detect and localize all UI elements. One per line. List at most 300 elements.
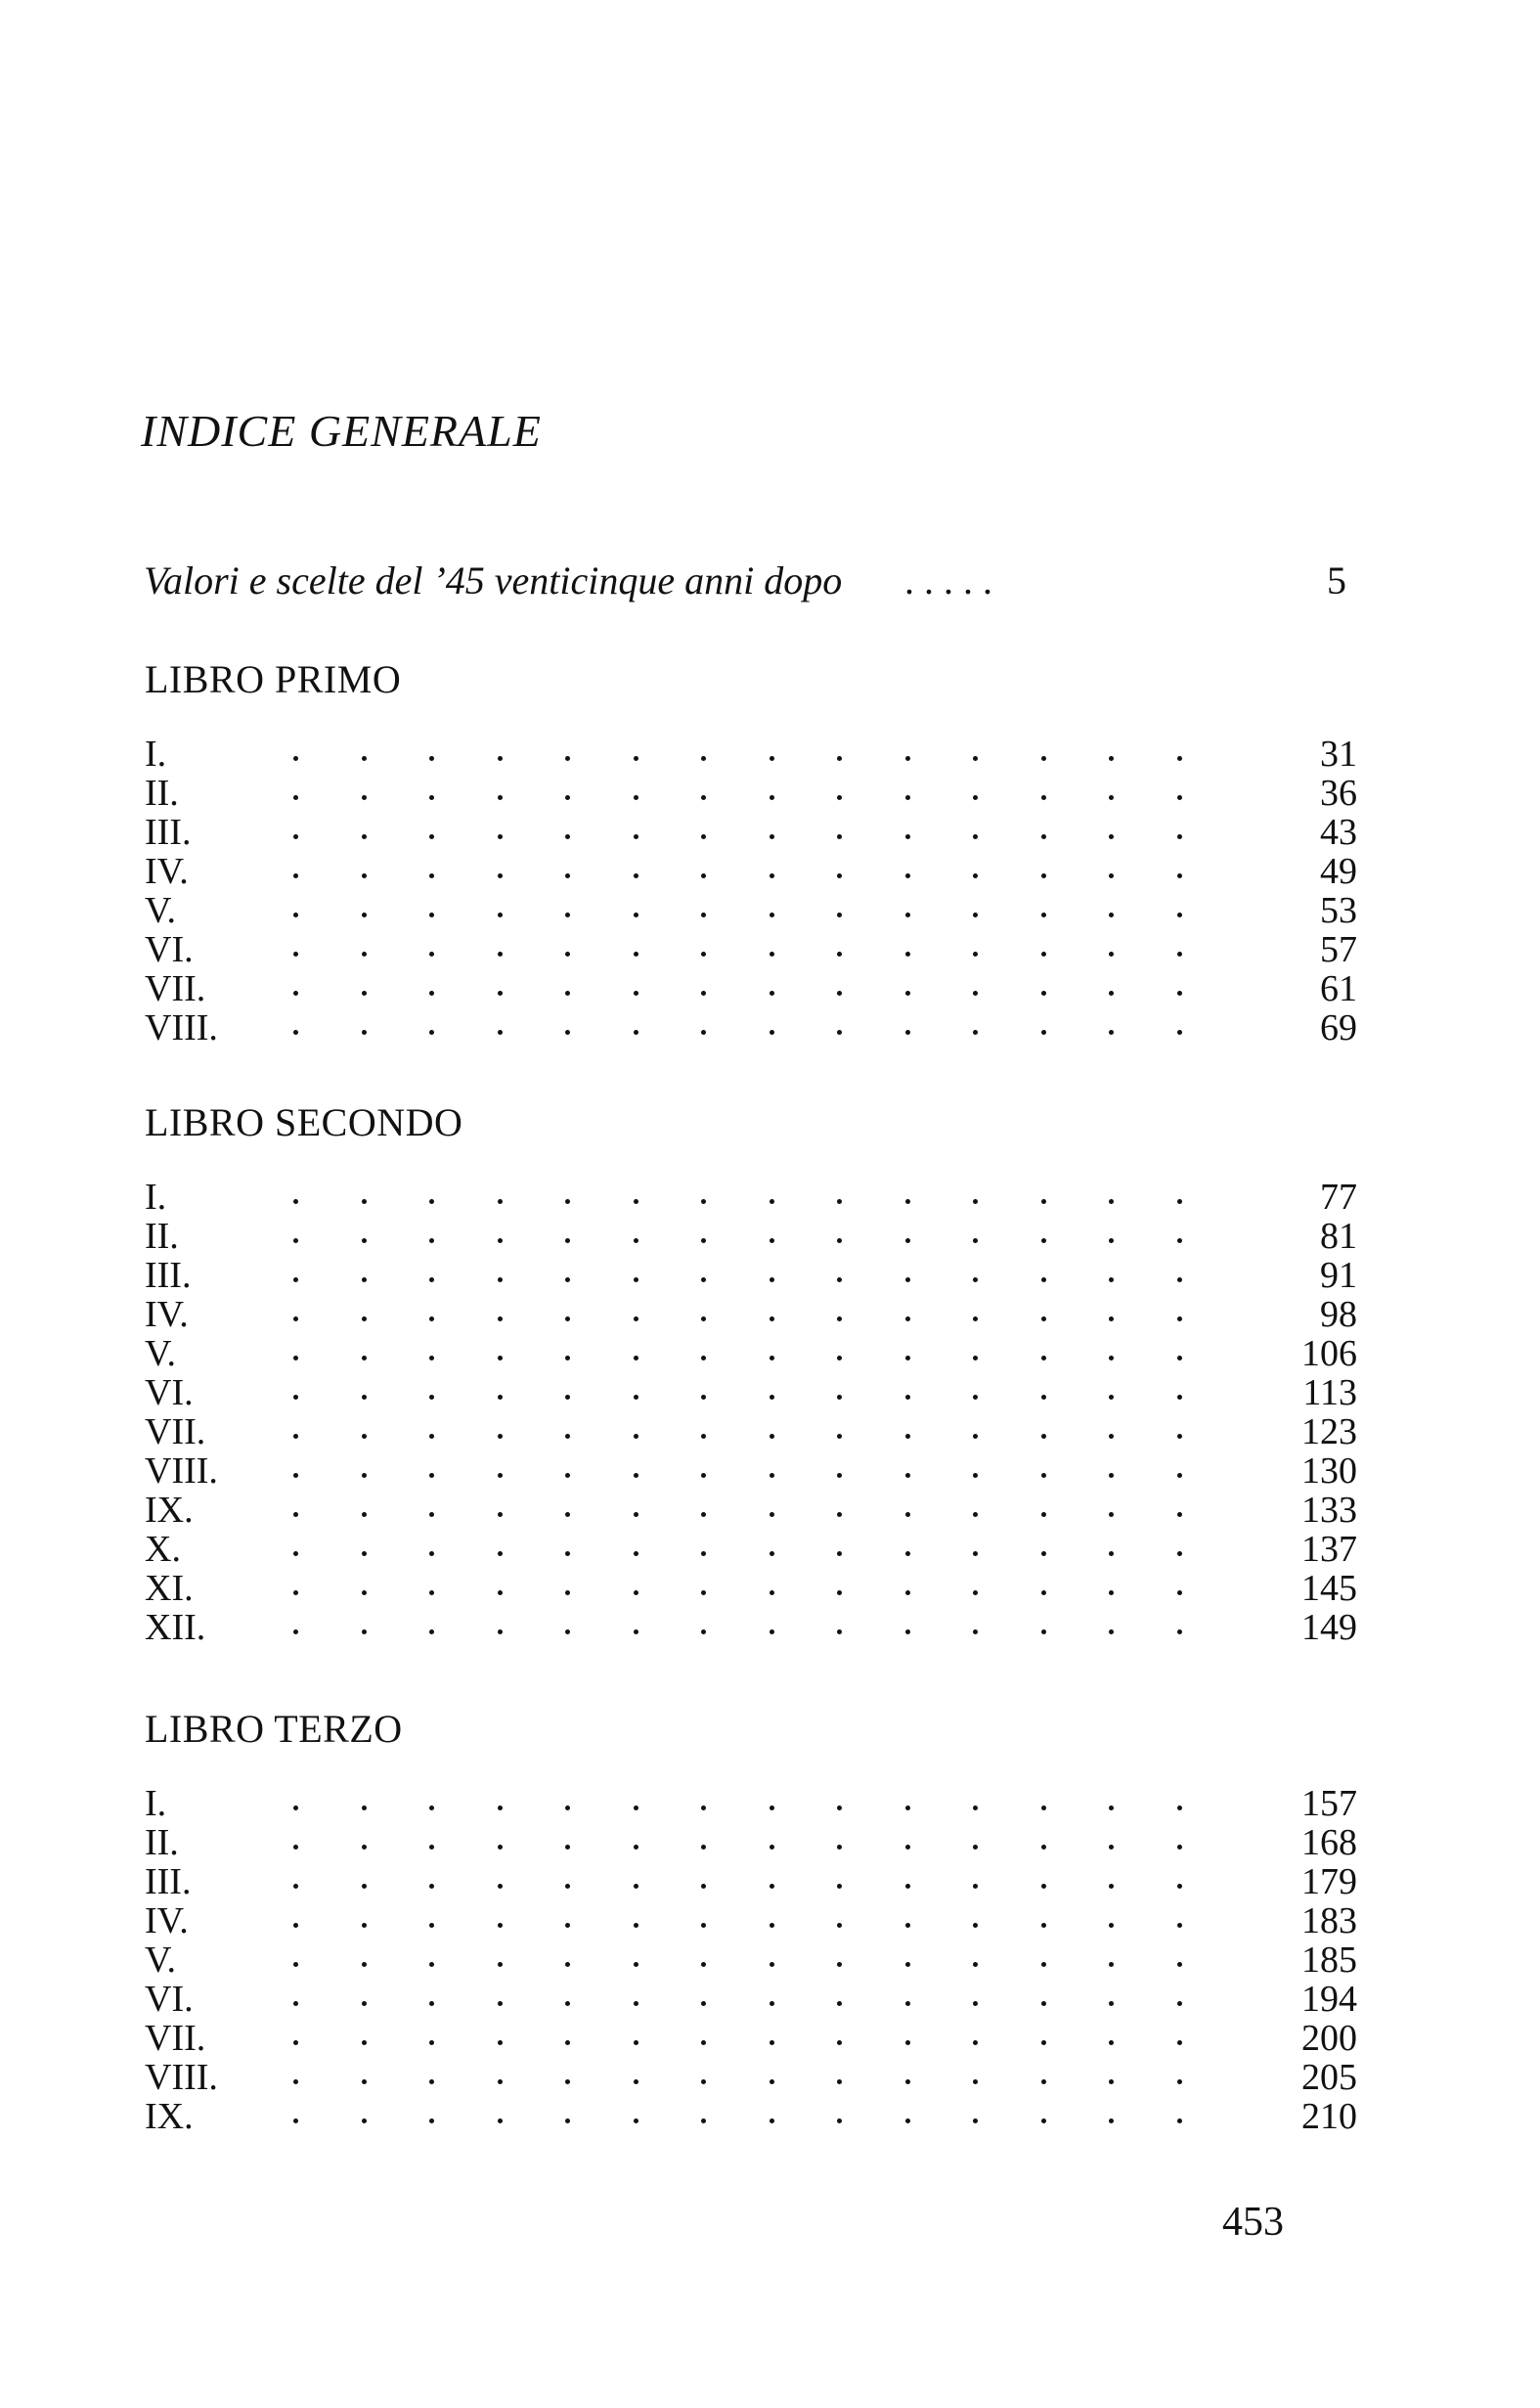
leader-dot [973,1923,978,1928]
leader-dot [905,1473,910,1478]
leader-dot [770,2001,774,2006]
leader-dot [498,2001,503,2006]
leader-dot [1109,1923,1114,1928]
leader-dot [429,1199,434,1204]
leader-dot [1109,873,1114,878]
leader-dot [565,1238,570,1243]
chapter-number: V. [145,890,177,931]
chapter-entry [145,1862,1357,1901]
leader-dot [1109,2040,1114,2045]
leader-dot [1177,1806,1182,1810]
leader-dot [837,1395,842,1400]
chapter-page: 36 [1320,773,1357,814]
chapter-entry [145,1784,1357,1823]
leader-dot [905,1590,910,1595]
leader-dot [1041,1629,1046,1634]
leader-dot [634,2040,638,2045]
leader-dot [634,834,638,839]
leader-dot [905,1923,910,1928]
leader-dot [1041,795,1046,800]
chapter-list [145,1178,1357,1647]
leader-dot [701,2040,706,2045]
chapter-page: 57 [1320,929,1357,970]
chapter-number: VI. [145,1372,194,1413]
leader-dot [634,1884,638,1889]
leader-dot [293,1316,298,1321]
leader-dot [905,1316,910,1321]
leader-dot [905,2040,910,2045]
leader-dot [293,795,298,800]
leader-dot [770,2040,774,2045]
leader-dot [498,2118,503,2123]
chapter-page: 98 [1320,1294,1357,1335]
leader-dot [565,2118,570,2123]
leader-dot [1041,1395,1046,1400]
leader-dot [905,2079,910,2084]
page-title: INDICE GENERALE [141,406,542,456]
book-title: LIBRO SECONDO [145,1100,463,1144]
leader-dot [1177,2118,1182,2123]
leader-dot [837,873,842,878]
chapter-number: IX. [145,1490,194,1531]
chapter-entry [145,1373,1357,1412]
leader-dot [837,1030,842,1035]
leader-dot [1041,1434,1046,1439]
leader-dot [429,1030,434,1035]
leader-dot [837,1806,842,1810]
leader-dot [905,1434,910,1439]
leader-dot [362,1434,367,1439]
leader-dot [1177,1277,1182,1282]
dot-leader [293,2019,1349,2058]
leader-dot [565,1590,570,1595]
chapter-page: 145 [1301,1568,1357,1609]
dot-leader [293,1940,1349,1980]
leader-dot [362,1806,367,1810]
leader-dot [1177,873,1182,878]
chapter-entry [145,1256,1357,1295]
leader-dot [770,1845,774,1850]
chapter-number: XI. [145,1568,194,1609]
chapter-entry [145,1530,1357,1569]
leader-dot [1177,952,1182,957]
leader-dot [634,2079,638,2084]
leader-dot [905,1395,910,1400]
leader-dot [565,1316,570,1321]
chapter-entry [145,2097,1357,2136]
chapter-number: VI. [145,929,194,970]
chapter-page: 205 [1301,2057,1357,2098]
leader-dot [905,991,910,996]
chapter-number: IV. [145,1900,189,1941]
leader-dot [1109,1356,1114,1360]
leader-dot [1109,1845,1114,1850]
leader-dot [362,795,367,800]
chapter-entry [145,930,1357,969]
chapter-entry [145,1295,1357,1334]
leader-dot [1041,1884,1046,1889]
leader-dot [973,1806,978,1810]
leader-dot [293,1551,298,1556]
chapter-number: V. [145,1333,177,1374]
leader-dot [770,756,774,761]
leader-dot [1177,1238,1182,1243]
dot-leader [293,1823,1349,1862]
leader-dot [701,1434,706,1439]
leader-dot [293,1238,298,1243]
leader-dot [1109,1473,1114,1478]
leader-dot [1177,1923,1182,1928]
leader-dot [701,1590,706,1595]
leader-dot [429,1473,434,1478]
leader-dot [634,756,638,761]
leader-dot [429,1962,434,1967]
leader-dot [1041,873,1046,878]
leader-dot [429,873,434,878]
leader-dot [701,952,706,957]
leader-dot [565,1884,570,1889]
leader-dot [565,1923,570,1928]
chapter-number: VI. [145,1979,194,2020]
leader-dot [837,1316,842,1321]
chapter-entry [145,2058,1357,2097]
leader-dot [634,1473,638,1478]
leader-dot [770,1199,774,1204]
leader-dot [701,1923,706,1928]
leader-dot [1109,1629,1114,1634]
leader-dot [1177,1590,1182,1595]
leader-dot [837,1434,842,1439]
chapter-number: V. [145,1940,177,1981]
leader-dot [1177,1434,1182,1439]
leader-dot [770,991,774,996]
leader-dot [429,1629,434,1634]
dot-leader [293,1373,1349,1412]
chapter-entry [145,1334,1357,1373]
leader-dot [362,1923,367,1928]
leader-dot [498,795,503,800]
leader-dot [293,1199,298,1204]
leader-dot [293,1512,298,1517]
leader-dot [1109,952,1114,957]
leader-dot [293,1923,298,1928]
intro-entry [144,557,1346,606]
chapter-entry [145,735,1357,774]
leader-dot [634,1356,638,1360]
leader-dot [837,1845,842,1850]
chapter-number: VIII. [145,1007,218,1048]
dot-leader [293,735,1349,774]
leader-dot [634,795,638,800]
leader-dot [429,1551,434,1556]
leader-dot [905,913,910,917]
dot-leader [293,1295,1349,1334]
leader-dot [634,1238,638,1243]
dot-leader [293,930,1349,969]
chapter-entry [145,852,1357,891]
dot-leader [293,1008,1349,1048]
chapter-number: III. [145,812,192,853]
leader-dot [701,1512,706,1517]
leader-dot [362,2001,367,2006]
leader-dot [1177,913,1182,917]
chapter-entry [145,2019,1357,2058]
leader-dot [701,1395,706,1400]
chapter-page: 113 [1302,1372,1357,1413]
leader-dot [905,1356,910,1360]
chapter-page: 106 [1301,1333,1357,1374]
intro-entry-label: Valori e scelte del ’45 venticinque anni dopo [144,558,843,602]
leader-dot [905,1512,910,1517]
leader-dot [905,1238,910,1243]
leader-dot [634,1030,638,1035]
leader-dot [770,1356,774,1360]
leader-dot [498,952,503,957]
leader-dot [293,2118,298,2123]
chapter-page: 77 [1320,1177,1357,1218]
leader-dot [498,1316,503,1321]
chapter-entry [145,1901,1357,1940]
leader-dot [1109,1551,1114,1556]
leader-dot [429,1806,434,1810]
leader-dot [770,1962,774,1967]
leader-dot [1109,2001,1114,2006]
leader-dot [1177,991,1182,996]
leader-dot [905,795,910,800]
leader-dot [1177,1629,1182,1634]
leader-dot [837,1199,842,1204]
leader-dot [770,1551,774,1556]
leader-dot [362,1199,367,1204]
dot-leader [293,2097,1349,2136]
leader-dot [701,1845,706,1850]
leader-dot [701,756,706,761]
leader-dot [498,2040,503,2045]
leader-dot [837,1473,842,1478]
leader-dot [362,1030,367,1035]
leader-dot [498,1806,503,1810]
leader-dot [905,756,910,761]
dot-leader [293,891,1349,930]
leader-dot [293,2040,298,2045]
leader-dot [293,834,298,839]
leader-dot [429,1923,434,1928]
leader-dot [701,1277,706,1282]
leader-dot [362,1512,367,1517]
leader-dot [973,1629,978,1634]
leader-dot [1041,952,1046,957]
chapter-entry [145,774,1357,813]
leader-dot [770,1030,774,1035]
chapter-entry [145,1451,1357,1491]
chapter-list [145,735,1357,1048]
leader-dot [1041,1473,1046,1478]
leader-dot [565,873,570,878]
leader-dot [293,1806,298,1810]
leader-dot [634,1845,638,1850]
leader-dot [837,2079,842,2084]
leader-dot [293,756,298,761]
leader-dot [837,834,842,839]
leader-dot [362,1845,367,1850]
leader-dot [429,1316,434,1321]
leader-dot [565,1030,570,1035]
leader-dot [634,952,638,957]
leader-dot [1041,2079,1046,2084]
leader-dot [362,2118,367,2123]
dot-leader [293,1178,1349,1217]
leader-dot [905,2001,910,2006]
leader-dot [837,1629,842,1634]
leader-dot [565,991,570,996]
leader-dot [565,795,570,800]
leader-dot [293,873,298,878]
leader-dot [362,991,367,996]
leader-dot [770,913,774,917]
dot-leader [293,852,1349,891]
leader-dot [362,873,367,878]
leader-dot [973,795,978,800]
chapter-entry [145,1008,1357,1048]
leader-dot [565,1806,570,1810]
leader-dot [429,2079,434,2084]
dot-leader [293,1530,1349,1569]
chapter-page: 179 [1301,1861,1357,1902]
leader-dot [1109,2079,1114,2084]
chapter-page: 91 [1320,1255,1357,1296]
leader-dot [498,2079,503,2084]
leader-dot [429,2040,434,2045]
leader-dot [1109,1806,1114,1810]
leader-dot [905,952,910,957]
leader-dot [634,991,638,996]
chapter-entry [145,1569,1357,1608]
leader-dot [770,2118,774,2123]
leader-dot [973,873,978,878]
leader-dot [770,1238,774,1243]
leader-dot [837,952,842,957]
leader-dot [1177,1962,1182,1967]
chapter-entry [145,969,1357,1008]
leader-dot [362,1551,367,1556]
leader-dot [973,1356,978,1360]
dot-leader [293,1980,1349,2019]
chapter-page: 69 [1320,1007,1357,1048]
leader-dot [634,1923,638,1928]
leader-dot [362,1356,367,1360]
leader-dot [973,1199,978,1204]
leader-dot [973,1434,978,1439]
chapter-number: VII. [145,2018,206,2059]
leader-dot [837,2040,842,2045]
leader-dot [293,1845,298,1850]
dot-leader [293,1217,1349,1256]
leader-dot [1041,1238,1046,1243]
leader-dot [362,1277,367,1282]
dot-leader [293,2058,1349,2097]
leader-dot [1109,1277,1114,1282]
leader-dot [293,1884,298,1889]
leader-dot [634,2001,638,2006]
leader-dot [973,1551,978,1556]
leader-dot [701,795,706,800]
leader-dot [498,1962,503,1967]
leader-dot [429,1238,434,1243]
chapter-page: 43 [1320,812,1357,853]
leader-dot [973,1590,978,1595]
leader-dot [1109,756,1114,761]
chapter-number: IV. [145,1294,189,1335]
book-section-terzo [145,1707,1357,2137]
chapter-entry [145,1412,1357,1451]
leader-dot [293,2001,298,2006]
leader-dot [1177,1884,1182,1889]
leader-dot [701,1316,706,1321]
leader-dot [701,1806,706,1810]
leader-dot [362,1629,367,1634]
leader-dot [770,1512,774,1517]
leader-dot [701,913,706,917]
leader-dot [770,1316,774,1321]
chapter-entry [145,1178,1357,1217]
leader-dot [1109,1238,1114,1243]
dot-leader [293,1412,1349,1451]
leader-dot [1041,1590,1046,1595]
leader-dot [565,1277,570,1282]
leader-dot [837,795,842,800]
dot-leader [293,1569,1349,1608]
leader-dot [565,1199,570,1204]
leader-dot [362,952,367,957]
leader-dot [837,1512,842,1517]
leader-dot [293,2079,298,2084]
leader-dot [429,834,434,839]
leader-dot [770,873,774,878]
leader-dot [293,1962,298,1967]
leader-dot [1041,1030,1046,1035]
leader-dot [429,795,434,800]
leader-dot [701,1884,706,1889]
leader-dot [293,1356,298,1360]
leader-dot [634,1316,638,1321]
chapter-number: I. [145,1783,167,1824]
leader-dot [905,834,910,839]
leader-dot [1177,2040,1182,2045]
leader-dot [1177,756,1182,761]
leader-dot [973,991,978,996]
leader-dot [634,1962,638,1967]
leader-dot [701,1030,706,1035]
leader-dot [565,2001,570,2006]
leader-dot [837,1923,842,1928]
leader-dot [565,913,570,917]
leader-dot [565,2040,570,2045]
leader-dot [1109,991,1114,996]
leader-dot [770,834,774,839]
chapter-number: VII. [145,1411,206,1452]
leader-dot [498,756,503,761]
leader-dot [362,1395,367,1400]
leader-dot [498,1884,503,1889]
leader-dot [837,1962,842,1967]
chapter-page: 123 [1301,1411,1357,1452]
leader-dot [837,1238,842,1243]
leader-dot [905,1806,910,1810]
leader-dot [701,873,706,878]
leader-dot [1177,1551,1182,1556]
leader-dot [701,1356,706,1360]
leader-dot [837,1884,842,1889]
